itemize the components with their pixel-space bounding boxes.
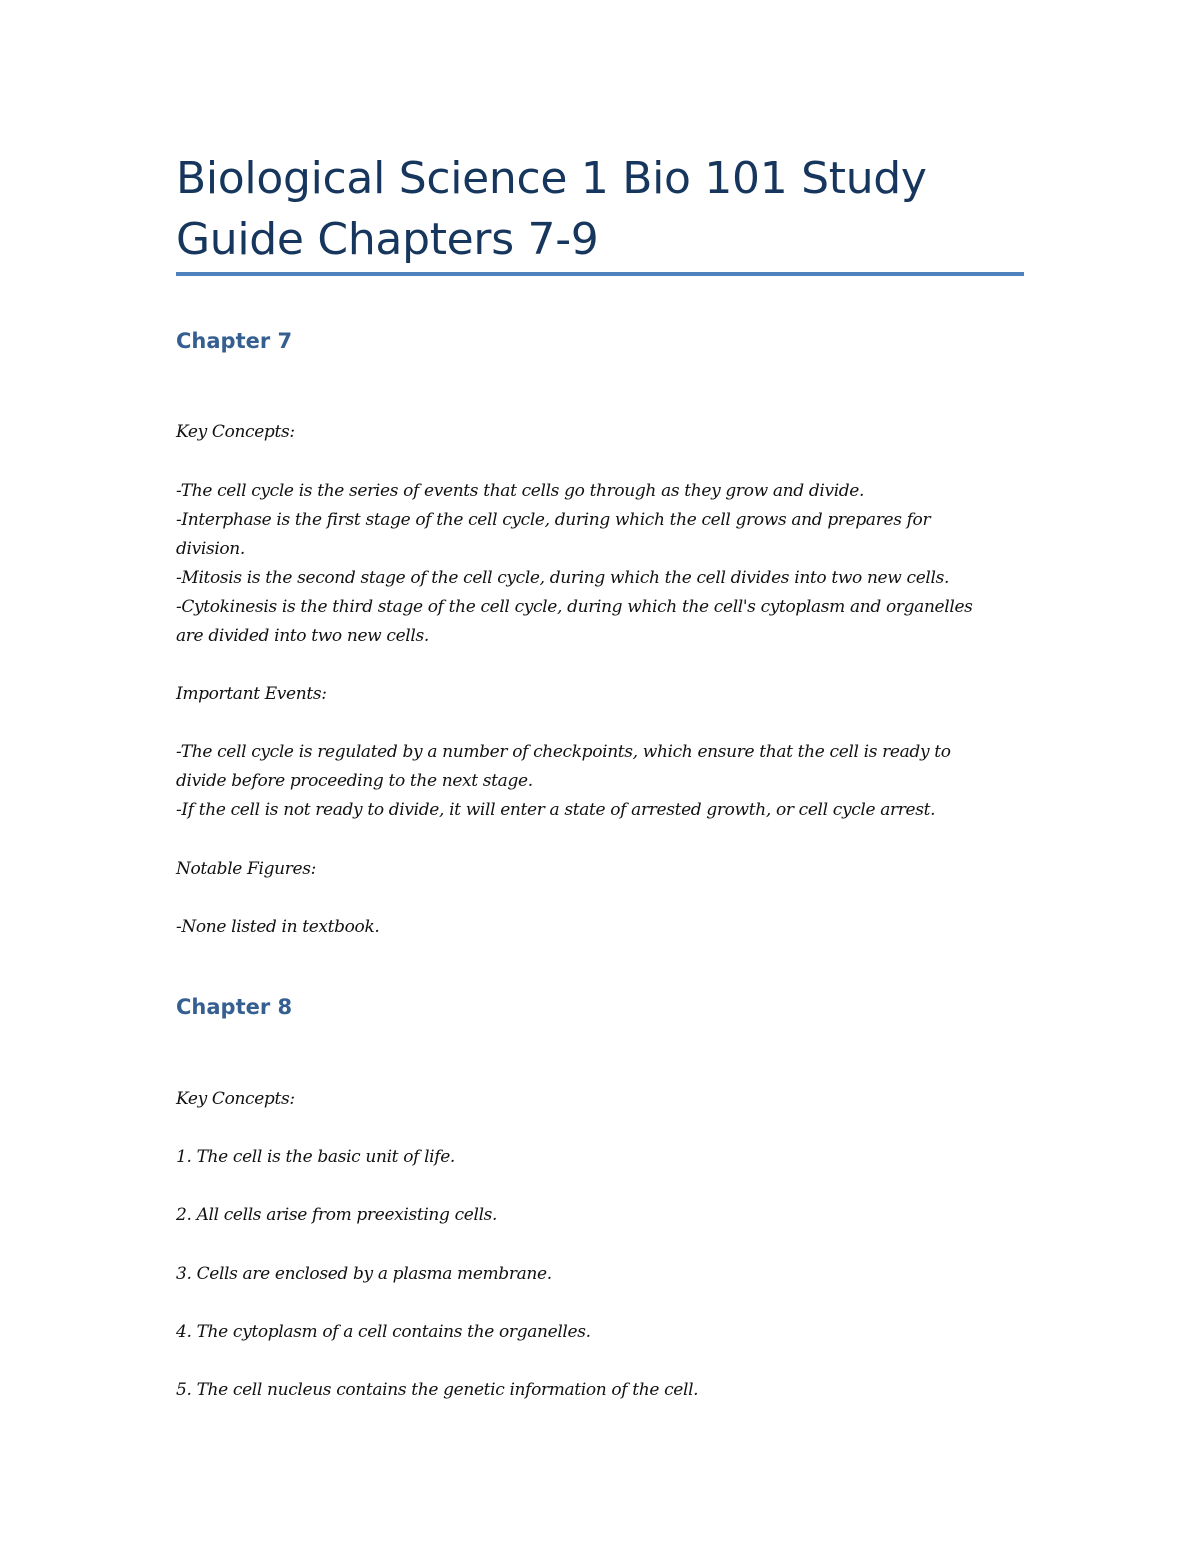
chapter-8-key-concepts-label: Key Concepts: — [176, 1089, 295, 1109]
chapter-8-item-2: 2. All cells arise from preexisting cells. — [176, 1205, 498, 1225]
chapter-8-item-3: 3. Cells are enclosed by a plasma membrane. — [176, 1264, 552, 1284]
key-concept-line: division. — [176, 539, 245, 559]
key-concept-line: -Interphase is the first stage of the cell cycle, during which the cell grows and prepares for — [176, 510, 931, 530]
key-concept-line: -Cytokinesis is the third stage of the cell cycle, during which the cell's cytoplasm and organelles — [176, 597, 973, 617]
title-line-1: Biological Science 1 Bio 101 Study — [176, 153, 927, 204]
important-event-line: divide before proceeding to the next stage. — [176, 771, 533, 791]
chapter-8-heading: Chapter 8 — [176, 995, 293, 1019]
chapter-7-notable-figures-label: Notable Figures: — [176, 859, 316, 879]
chapter-7-heading: Chapter 7 — [176, 329, 293, 353]
title-underline-rule — [176, 272, 1024, 276]
chapter-8-item-1: 1. The cell is the basic unit of life. — [176, 1147, 455, 1167]
chapter-7-key-concepts-label: Key Concepts: — [176, 422, 295, 442]
chapter-7-notable-figures-text: -None listed in textbook. — [176, 917, 380, 937]
chapter-7-important-events-label: Important Events: — [176, 684, 327, 704]
chapter-8-item-4: 4. The cytoplasm of a cell contains the organelles. — [176, 1322, 591, 1342]
chapter-8-item-5: 5. The cell nucleus contains the genetic information of the cell. — [176, 1380, 699, 1400]
key-concept-line: are divided into two new cells. — [176, 626, 429, 646]
key-concept-line: -Mitosis is the second stage of the cell cycle, during which the cell divides into two new cells. — [176, 568, 950, 588]
chapter-7-key-concepts-list — [176, 477, 1036, 651]
important-event-line: -The cell cycle is regulated by a number of checkpoints, which ensure that the cell is ready to — [176, 742, 951, 762]
document-title — [176, 148, 1036, 270]
title-line-2: Guide Chapters 7-9 — [176, 214, 599, 265]
chapter-7-important-events-list — [176, 738, 1036, 825]
key-concept-line: -The cell cycle is the series of events that cells go through as they grow and divide. — [176, 481, 865, 501]
important-event-line: -If the cell is not ready to divide, it will enter a state of arrested growth, or cell cycle arrest. — [176, 800, 936, 820]
